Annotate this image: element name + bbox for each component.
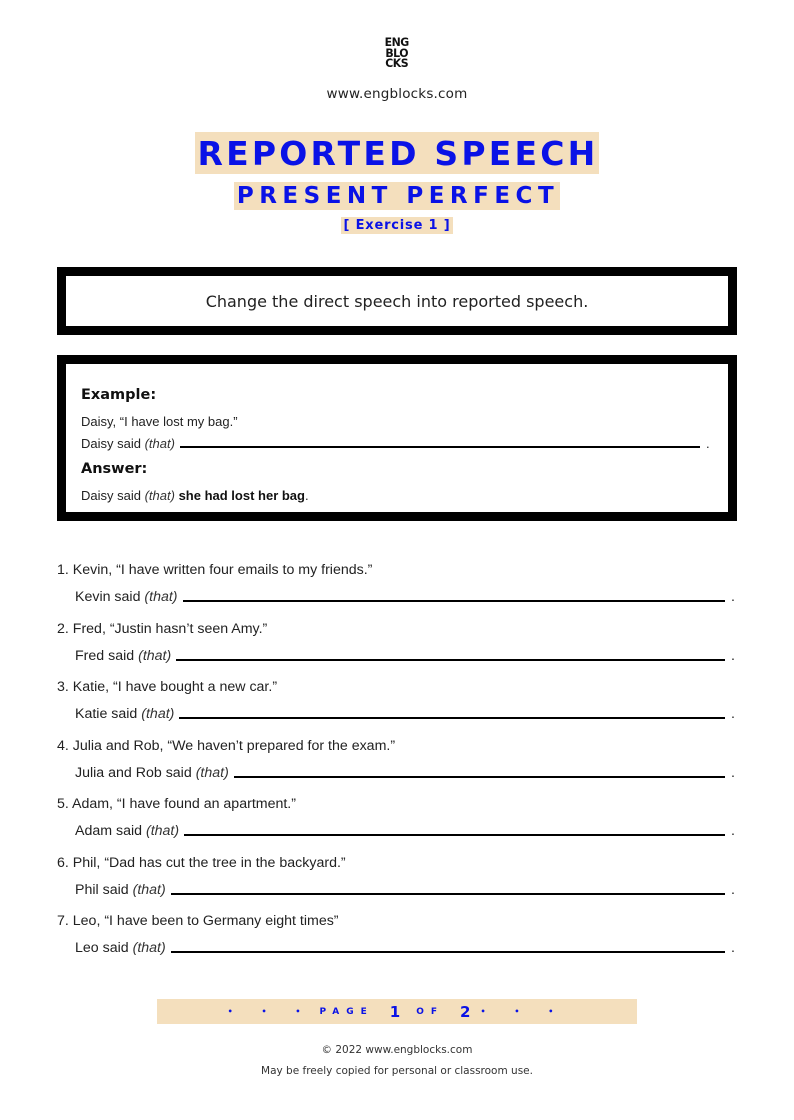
exercise-label: [ Exercise 1 ] [341, 217, 454, 234]
answer-heading: Answer: [81, 461, 148, 477]
page-title: REPORTED SPEECH [195, 132, 600, 174]
question-item [57, 561, 737, 620]
pagination-bar [157, 999, 637, 1024]
question-fill-line: Leo said (that) . [75, 940, 735, 956]
example-answer-text: she had lost her bag [178, 488, 305, 503]
question-item [57, 854, 737, 913]
question-prompt: 7. Leo, “I have been to Germany eight times” [57, 913, 339, 929]
site-url: www.engblocks.com [326, 86, 468, 102]
question-prompt: 6. Phil, “Dad has cut the tree in the backyard.” [57, 854, 346, 871]
question-prompt: 5. Adam, “I have found an apartment.” [57, 796, 296, 812]
question-item [57, 912, 737, 971]
answer-blank[interactable] [234, 776, 725, 778]
example-box [57, 355, 737, 521]
question-fill-line: Kevin said (that) . [75, 589, 735, 605]
answer-blank[interactable] [179, 717, 725, 719]
pagination-dots-right: • • • [480, 1007, 567, 1016]
example-fill-line [81, 431, 712, 451]
answer-blank[interactable] [171, 893, 725, 895]
question-prompt: 2. Fred, “Justin hasn’t seen Amy.” [57, 620, 268, 637]
example-heading: Example: [81, 387, 157, 403]
question-item [57, 795, 737, 854]
question-item [57, 620, 737, 679]
answer-blank[interactable] [184, 834, 725, 836]
question-fill-line: Katie said (that) . [75, 706, 735, 722]
answer-blank[interactable] [171, 951, 725, 953]
example-end-period: . [706, 436, 710, 451]
question-prompt: 3. Katie, “I have bought a new car.” [57, 679, 278, 695]
question-prompt: 4. Julia and Rob, “We haven’t prepared for the exam.” [57, 737, 396, 754]
question-fill-line: Adam said (that) . [75, 823, 735, 839]
example-that: (that) [144, 436, 175, 451]
logo [0, 37, 794, 72]
question-item [57, 678, 737, 737]
engblocks-logo: ENG BLO CKS [384, 35, 410, 70]
question-list [57, 561, 737, 971]
question-prompt: 1. Kevin, “I have written four emails to my friends.” [57, 562, 373, 578]
exercise-label-wrap [0, 216, 794, 234]
title-main-wrap [0, 132, 794, 174]
pagination-dots-left: • • • [227, 1007, 314, 1016]
pagination-total: 2 [460, 1002, 471, 1021]
example-fill-prefix: Daisy said [81, 436, 141, 451]
pagination-current: 1 [389, 1002, 401, 1021]
question-fill-line: Julia and Rob said (that) . [75, 764, 735, 781]
instruction-box [57, 267, 737, 335]
page-subtitle: PRESENT PERFECT [234, 182, 560, 210]
answer-blank[interactable] [176, 659, 725, 661]
question-item [57, 737, 737, 796]
answer-blank[interactable] [183, 600, 725, 602]
question-fill-line: Phil said (that) . [75, 881, 735, 898]
title-sub-wrap [0, 182, 794, 210]
example-direct-speech: Daisy, “I have lost my bag.” [81, 414, 238, 429]
example-answer-blank [180, 446, 700, 448]
footer-copyright: © 2022 www.engblocks.com [321, 1044, 473, 1056]
pagination-page-word: PAGE [319, 1006, 374, 1017]
question-fill-line: Fred said (that) . [75, 647, 735, 664]
pagination-of-word: OF [416, 1006, 445, 1017]
footer-license: May be freely copied for personal or classroom use. [261, 1065, 533, 1077]
example-answer: Daisy said (that) she had lost her bag. [81, 488, 309, 503]
instruction-text: Change the direct speech into reported speech. [205, 291, 589, 311]
